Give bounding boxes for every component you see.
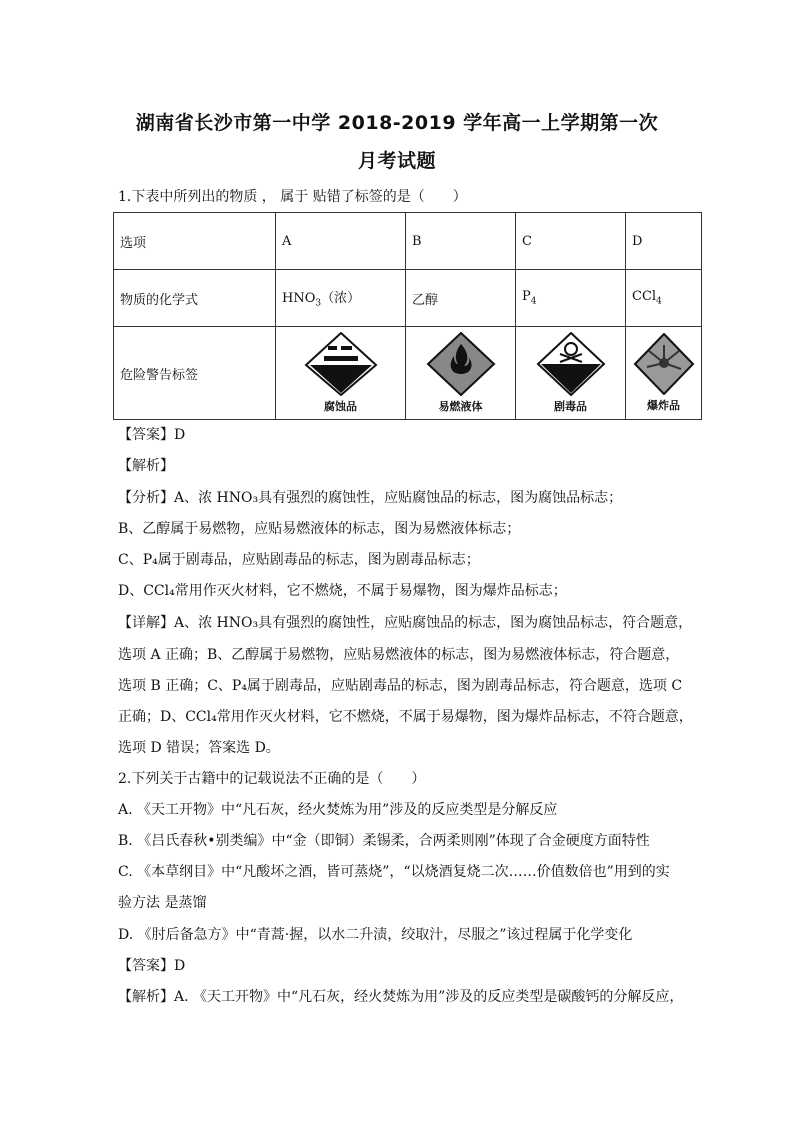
toxic-icon <box>536 332 606 396</box>
cell-label-d <box>626 327 702 420</box>
question-1-stem: 1.下表中所列出的物质 ， 属于 贴错了标签的是（ ） <box>118 189 467 205</box>
detail-line: 选项 B 正确；C、P₄属于剧毒品，应贴剧毒品的标志，图为剧毒品标志，符合题意，选项 C <box>118 678 683 694</box>
analysis-line: C、P₄属于剧毒品，应贴剧毒品的标志，图为剧毒品标志； <box>118 552 480 568</box>
cell-label-b <box>406 327 516 420</box>
cell-option-header: 选项 <box>114 213 276 270</box>
detail-line: 选项 A 正确；B、乙醇属于易燃物，应贴易燃液体的标志，图为易燃液体标志，符合题意， <box>118 647 680 663</box>
cell-label-a <box>276 327 406 420</box>
explosive-icon <box>633 333 695 395</box>
table-row-options <box>114 213 702 270</box>
question-2-option-b: B. 《吕氏春秋•别类编》中“金（即铜）柔锡柔，合两柔则刚”体现了合金硬度方面特性 <box>118 833 650 849</box>
question-1-answer: 【答案】D <box>118 427 186 443</box>
flammable-icon <box>426 332 496 396</box>
cell-formula-d: CCl$_4$ <box>626 270 702 327</box>
question-2-option-c: C. 《本草纲目》中“凡酸坏之酒，皆可蒸烧”，“以烧酒复烧二次……价值数倍也”用到的实 <box>118 864 670 880</box>
cell-formula-b: 乙醇 <box>406 270 516 327</box>
cell-option-b: B <box>406 213 516 270</box>
question-1-analysis-header: 【解析】 <box>118 458 174 474</box>
document-title-line-2: 月考试题 <box>357 150 436 172</box>
cell-label-c <box>516 327 626 420</box>
table-row-formulas <box>114 270 702 327</box>
label-caption-d: 爆炸品 <box>647 399 680 412</box>
detail-line: 【详解】A、浓 HNO₃具有强烈的腐蚀性，应贴腐蚀品的标志，图为腐蚀品标志，符合题意， <box>118 615 693 631</box>
analysis-line: 【分析】A、浓 HNO₃具有强烈的腐蚀性，应贴腐蚀品的标志，图为腐蚀品标志； <box>118 490 623 506</box>
cell-option-c: C <box>516 213 626 270</box>
label-caption-c: 剧毒品 <box>554 400 587 413</box>
label-caption-b: 易燃液体 <box>438 400 483 413</box>
label-caption-a: 腐蚀品 <box>324 400 357 413</box>
cell-option-d: D <box>626 213 702 270</box>
analysis-line: D、CCl₄常用作灭火材料，它不燃烧，不属于易爆物，图为爆炸品标志； <box>118 583 567 599</box>
question-2-analysis: 【解析】A. 《天工开物》中“凡石灰，经火焚炼为用”涉及的反应类型是碳酸钙的分解反应， <box>118 989 684 1005</box>
cell-formula-c: $P_4$ <box>516 270 626 327</box>
detail-line: 选项 D 错误；答案选 D。 <box>118 740 280 756</box>
analysis-line: B、乙醇属于易燃物，应贴易燃液体的标志，图为易燃液体标志； <box>118 521 521 537</box>
document-title-line-1: 湖南省长沙市第一中学 2018-2019 学年高一上学期第一次 <box>135 112 659 134</box>
question-2-option-c-cont: 验方法 是蒸馏 <box>118 895 207 911</box>
hazard-label-table <box>113 212 702 420</box>
detail-line: 正确；D、CCl₄常用作灭火材料，它不燃烧，不属于易爆物，图为爆炸品标志，不符合题意， <box>118 709 693 725</box>
cell-option-a: A <box>276 213 406 270</box>
table-row-labels <box>114 327 702 420</box>
cell-formula-header: 物质的化学式 <box>114 270 276 327</box>
question-2-answer: 【答案】D <box>118 958 186 974</box>
cell-formula-a: $HNO_3$（浓） <box>276 270 406 327</box>
question-2-stem: 2.下列关于古籍中的记载说法不正确的是（ ） <box>118 771 426 787</box>
question-2-option-d: D. 《肘后备急方》中“青蒿·握，以水二升渍，绞取汁，尽服之”该过程属于化学变化 <box>118 927 633 943</box>
cell-label-header: 危险警告标签 <box>114 327 276 420</box>
corrosive-icon <box>304 332 378 396</box>
question-2-option-a: A. 《天工开物》中“凡石灰，经火焚炼为用”涉及的反应类型是分解反应 <box>118 802 558 818</box>
